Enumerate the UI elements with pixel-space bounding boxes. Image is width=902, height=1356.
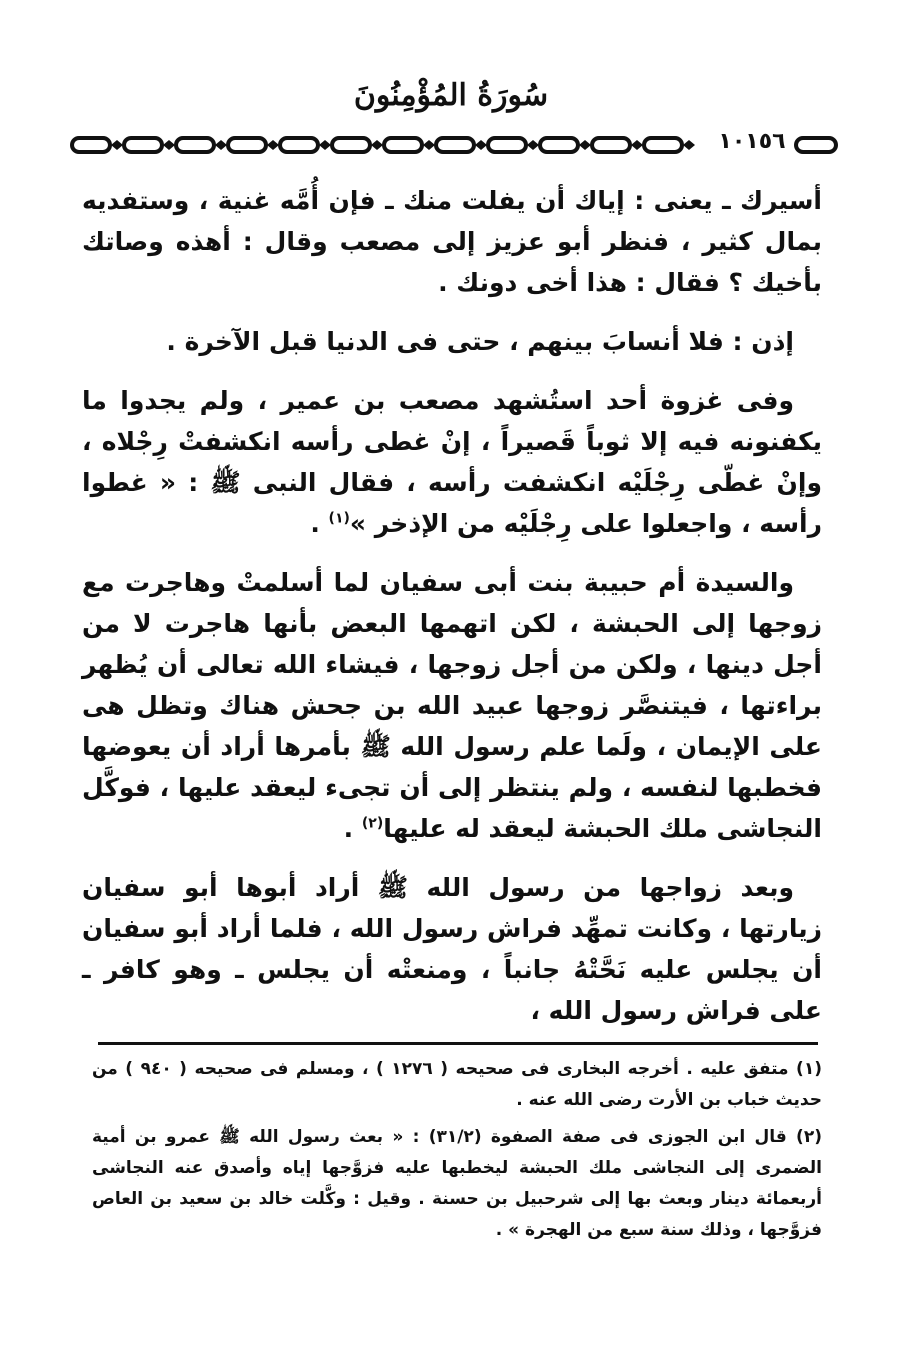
paragraph-3 [82,380,822,544]
chain-link [540,138,578,152]
paragraph-3-end: . [310,509,329,538]
chain-diamond [683,140,695,150]
footnote-ref-2: (٢) [361,815,384,832]
chain-diamond [319,140,331,150]
paragraph-1-text: أسيرك ـ يعنى : إياك أن يفلت منك ـ فإن أُمَّه غنية ، وستفديه بمال كثير ، فنظر أبو عزيز إلى مصعب وقال : أهذه وصاتك بأخيك ؟ فقال : هذا أخى دونك . [82,186,822,297]
chain-diamond [631,140,643,150]
chain-diamond [111,140,123,150]
chain-link [384,138,422,152]
main-text [82,180,822,1049]
chain-diamond [579,140,591,150]
chain-diamond [215,140,227,150]
chain-link [280,138,318,152]
chain-diamond [527,140,539,150]
chain-diamond [163,140,175,150]
chain-link [644,138,682,152]
footnote-ref-1: (١) [328,510,350,527]
chain-link [124,138,162,152]
chain-link [436,138,474,152]
paragraph-2 [82,321,822,362]
footnote-2: (٢) قال ابن الجوزى فى صفة الصفوة (٣١/٢) : « بعث رسول الله ﷺ عمرو بن أمية الضمرى إلى النجاشى ملك الحبشة ليخطبها عليه فزوَّجها إياه وأصدق عنه النجاشى أربعمائة دينار وبعث بها إلى شرحبيل بن حسنة . وقيل : وكَّلت خالد بن سعيد بن العاص فزوَّجها ، وذلك سنة سبع من الهجرة » . [92,1127,822,1240]
chain-link [488,138,526,152]
chain-diamond [371,140,383,150]
chain-link [228,138,266,152]
chain-diamond [423,140,435,150]
paragraph-4-end: . [343,814,362,843]
chain-diamond [267,140,279,150]
chain-link [592,138,630,152]
paragraph-3-text: وفى غزوة أحد استُشهد مصعب بن عمير ، ولم يجدوا ما يكفنونه فيه إلا ثوباً قَصيراً ، إنْ غطى رأسه انكشفتْ رِجْلاه ، وإنْ غطّى رِجْلَيْه انكشفت رأسه ، فقال النبى ﷺ : « غطوا رأسه ، واجعلوا على رِجْلَيْه من الإذخر » [82,386,822,538]
paragraph-2-text: إذن : فلا أنسابَ بينهم ، حتى فى الدنيا قبل الآخرة . [166,327,794,356]
paragraph-4-text: والسيدة أم حبيبة بنت أبى سفيان لما أسلمتْ وهاجرت مع زوجها إلى الحبشة ، لكن اتهمها البعض بأنها هاجرت لا من أجل دينها ، ولكن من أجل زوجها ، فيشاء الله تعالى أن يُظهر براءتها ، فيتنصَّر زوجها عبيد الله بن جحش هناك وتظل هى على الإيمان ، ولَما علم رسول الله ﷺ بأمرها أراد أن يعوضها فخطبها لنفسه ، ولم ينتظر إلى أن تجىء ليعقد عليها ، فوكَّل النجاشى ملك الحبشة ليعقد له عليها [82,568,822,843]
paragraph-5-text: وبعد زواجها من رسول الله ﷺ أراد أبوها أبو سفيان زيارتها ، وكانت تمهِّد فراش رسول الله ، فلما أراد أبو سفيان أن يجلس عليه نَحَّتْهُ جانباً ، ومنعتْه أن يجلس ـ وهو كافر ـ على فراش رسول الله ، [82,873,822,1025]
chain-link [72,138,110,152]
footnote-1: (١) متفق عليه . أخرجه البخارى فى صحيحه ( ١٢٧٦ ) ، ومسلم فى صحيحه ( ٩٤٠ ) من حديث خباب بن الأرت رضى الله عنه . [92,1059,822,1110]
paragraph-5 [82,867,822,1031]
paragraph-1 [82,180,822,303]
chain-link [796,138,836,152]
chain-link [176,138,214,152]
page-number: ١٠١٥٦ [712,126,792,158]
chain-link [332,138,370,152]
footnote-divider [98,1042,818,1045]
paragraph-4 [82,562,822,849]
footnotes [92,1054,822,1252]
chain-diamond [475,140,487,150]
surah-title: سُورَةُ المُؤْمِنُونَ [353,78,549,113]
